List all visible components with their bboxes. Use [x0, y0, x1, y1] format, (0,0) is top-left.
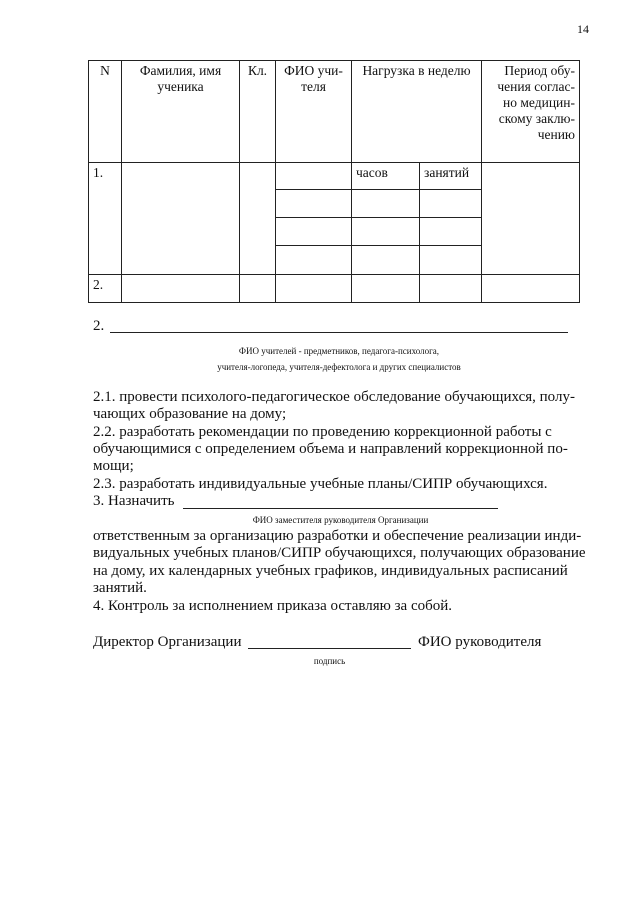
- header-period-line3: но медицин-: [503, 95, 576, 110]
- signature-name: ФИО руководителя: [418, 634, 542, 650]
- cell: [420, 246, 482, 275]
- header-period-line1: Период обу-: [504, 63, 576, 78]
- cell: [352, 190, 420, 218]
- cell: [122, 275, 240, 303]
- row1-grade: [240, 163, 276, 275]
- header-period-line5: чению: [537, 127, 576, 142]
- table-row: [89, 163, 580, 190]
- row1-teacher-b: [276, 190, 352, 218]
- subheader-lessons: занятий: [420, 163, 482, 190]
- cell: [352, 246, 420, 275]
- item-4: 4. Контроль за исполнением приказа оставляю за собой.: [93, 598, 453, 614]
- header-teacher-line2: теля: [301, 79, 326, 94]
- table-row: [89, 275, 580, 303]
- item-2-1-cont: чающих образование на дому;: [93, 406, 287, 422]
- item-2-1: 2.1. провести психолого-педагогическое обследование обучающихся, полу-: [93, 389, 575, 405]
- item-3: 3. Назначить: [93, 493, 175, 509]
- header-grade: Кл.: [240, 61, 276, 163]
- header-name-line2: ученика: [157, 79, 204, 94]
- item-3-fill-line: [183, 508, 498, 509]
- item-3-text-2: видуальных учебных планов/СИПР обучающихся, получающих образование: [93, 545, 586, 561]
- row1-teacher-c: [276, 218, 352, 246]
- section2-caption-1: ФИО учителей - предметников, педагога-психолога,: [238, 346, 440, 356]
- page-number: 14: [577, 22, 589, 36]
- item-2-2-cont: обучающимися с определением объема и направлений коррекционной по-: [93, 441, 568, 457]
- cell: [240, 275, 276, 303]
- cell: [352, 218, 420, 246]
- item-2-3: 2.3. разработать индивидуальные учебные планы/СИПР обучающихся.: [93, 476, 548, 492]
- signature-director-label: Директор Организации: [93, 634, 242, 650]
- cell: [420, 190, 482, 218]
- cell: [420, 218, 482, 246]
- cell: [352, 275, 420, 303]
- item-3-caption: ФИО заместителя руководителя Организации: [252, 515, 429, 525]
- row1-n: 1.: [89, 163, 122, 275]
- header-n: N: [89, 61, 122, 163]
- header-period-line2: чения соглас-: [497, 79, 576, 94]
- header-teacher-line1: ФИО учи-: [284, 63, 343, 78]
- signature-caption: подпись: [313, 656, 346, 666]
- item-3-text-1: ответственным за организацию разработки и обеспечение реализации инди-: [93, 528, 582, 544]
- item-3-text-3: на дому, их календарных учебных графиков, индивидуальных расписаний: [93, 563, 568, 579]
- section2-number: 2.: [93, 318, 105, 334]
- section2-caption-2: учителя-логопеда, учителя-дефектолога и других специалистов: [217, 362, 461, 372]
- section2-fill-line: [110, 332, 568, 333]
- row2-n: 2.: [89, 275, 122, 303]
- cell: [482, 275, 580, 303]
- row1-teacher-a: [276, 163, 352, 190]
- item-2-2-end: мощи;: [93, 458, 134, 474]
- header-period: [482, 61, 580, 163]
- header-name-line1: Фамилия, имя: [139, 63, 222, 78]
- row1-teacher-d: [276, 246, 352, 275]
- header-student-name: [122, 61, 240, 163]
- header-teacher: [276, 61, 352, 163]
- students-table: [88, 60, 580, 303]
- item-2-2: 2.2. разработать рекомендации по проведению коррекционной работы с: [93, 424, 552, 440]
- row1-name: [122, 163, 240, 275]
- row1-period: [482, 163, 580, 275]
- header-period-line4: скому заклю-: [498, 111, 576, 126]
- item-3-text-4: занятий.: [93, 580, 147, 596]
- table-header-row: [89, 61, 580, 163]
- header-weekly-load: Нагрузка в неделю: [352, 61, 482, 163]
- cell: [420, 275, 482, 303]
- subheader-hours: часов: [352, 163, 420, 190]
- cell: [276, 275, 352, 303]
- signature-line: [248, 648, 411, 649]
